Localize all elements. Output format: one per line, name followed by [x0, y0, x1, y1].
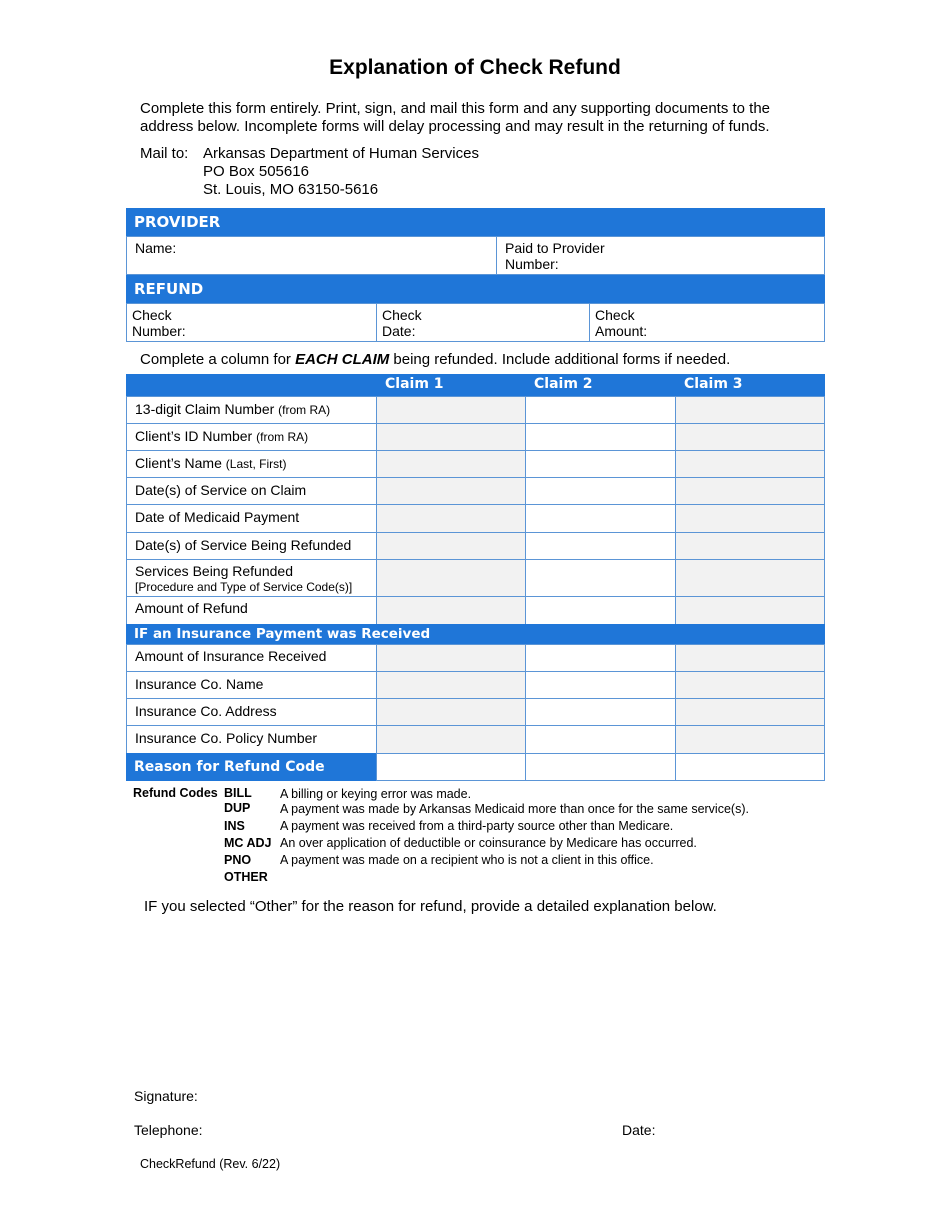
check-amount-label-line1: Check — [595, 307, 635, 323]
services-refunded-label: Services Being Refunded — [135, 563, 293, 579]
check-number-label-line2: Number: — [132, 323, 186, 339]
client-name-note: (Last, First) — [225, 457, 287, 471]
claim-row-label — [126, 450, 377, 478]
claim-3-medicaid-payment-date[interactable] — [675, 504, 825, 533]
insurance-header-text: IF an Insurance Payment was Received — [134, 626, 431, 642]
claim-row-label — [126, 396, 377, 424]
claim-2-heading: Claim 2 — [534, 376, 593, 392]
form-title: Explanation of Check Refund — [329, 56, 621, 79]
insurance-amount-label: Amount of Insurance Received — [135, 648, 327, 664]
code-other: OTHER — [224, 870, 268, 884]
refund-amount-label: Amount of Refund — [135, 600, 248, 616]
claim-2-services-refunded[interactable] — [525, 559, 676, 597]
claim-2-insurance-name[interactable] — [525, 671, 676, 699]
code-dup-desc: A payment was made by Arkansas Medicaid more than once for the same service(s). — [280, 802, 749, 816]
insurance-policy-label: Insurance Co. Policy Number — [135, 730, 318, 746]
mail-line-org: Arkansas Department of Human Services — [203, 145, 479, 162]
provider-name-label: Name: — [135, 240, 177, 256]
claim-instruction — [140, 351, 730, 368]
claims-column-header — [126, 374, 825, 396]
check-number-label-line1: Check — [132, 307, 172, 323]
provider-number-label — [505, 240, 605, 272]
insurance-name-label: Insurance Co. Name — [135, 676, 264, 692]
claim-1-reason-code[interactable] — [376, 753, 526, 781]
check-date-field[interactable] — [376, 303, 590, 342]
refund-codes-label: Refund Codes — [133, 786, 218, 800]
claim-2-medicaid-payment-date[interactable] — [525, 504, 676, 533]
claim-2-insurance-address[interactable] — [525, 698, 676, 726]
client-id-note: (from RA) — [256, 430, 309, 444]
mail-line-city: St. Louis, MO 63150-5616 — [203, 181, 379, 198]
claim-1-medicaid-payment-date[interactable] — [376, 504, 526, 533]
date-field[interactable] — [662, 1116, 822, 1140]
form-revision: CheckRefund (Rev. 6/22) — [140, 1157, 281, 1171]
claim-1-service-dates[interactable] — [376, 477, 526, 505]
claim-row-label — [126, 559, 377, 597]
claim-1-heading: Claim 1 — [385, 376, 444, 392]
provider-number-label-line1: Paid to Provider — [505, 240, 605, 256]
claim-1-client-name[interactable] — [376, 450, 526, 478]
mail-address — [203, 145, 479, 199]
explanation-area[interactable] — [126, 924, 825, 1074]
claim-row-label — [126, 504, 377, 533]
provider-header-text: PROVIDER — [134, 213, 221, 231]
check-amount-label-line2: Amount: — [595, 323, 648, 339]
claim-instruction-pre: Complete a column for — [140, 351, 296, 368]
code-ins: INS — [224, 819, 245, 833]
claim-1-refund-amount[interactable] — [376, 596, 526, 625]
date-label: Date: — [622, 1122, 656, 1138]
insurance-row-label — [126, 698, 377, 726]
claim-1-insurance-policy[interactable] — [376, 725, 526, 754]
claim-2-insurance-amount[interactable] — [525, 644, 676, 672]
mail-line-box: PO Box 505616 — [203, 163, 309, 180]
claim-3-service-dates[interactable] — [675, 477, 825, 505]
intro-line-2: address below. Incomplete forms will delay processing and may result in the returning of funds. — [140, 118, 770, 135]
check-number-label — [132, 307, 186, 339]
claim-3-services-refunded[interactable] — [675, 559, 825, 597]
check-date-label-line2: Date: — [382, 323, 416, 339]
other-instruction: IF you selected “Other” for the reason for refund, provide a detailed explanation below. — [144, 898, 717, 915]
insurance-row-label — [126, 644, 377, 672]
code-bill: BILL — [224, 786, 252, 800]
services-refunded-note: [Procedure and Type of Service Code(s)] — [135, 580, 353, 594]
claim-3-insurance-amount[interactable] — [675, 644, 825, 672]
code-pno: PNO — [224, 853, 252, 867]
claim-instruction-post: being refunded. Include additional forms if needed. — [389, 351, 731, 368]
claim-1-insurance-name[interactable] — [376, 671, 526, 699]
claim-number-note: (from RA) — [278, 403, 331, 417]
claim-3-insurance-policy[interactable] — [675, 725, 825, 754]
insurance-row-label — [126, 725, 377, 754]
intro-text — [140, 100, 830, 136]
mail-to-label: Mail to: — [140, 145, 189, 162]
claim-3-insurance-address[interactable] — [675, 698, 825, 726]
check-amount-field[interactable] — [589, 303, 825, 342]
claim-instruction-emphasis: EACH CLAIM — [295, 351, 390, 368]
code-dup: DUP — [224, 801, 251, 815]
check-amount-label — [595, 307, 647, 339]
check-number-field[interactable] — [126, 303, 377, 342]
code-mc-adj-desc: An over application of deductible or coinsurance by Medicare has occurred. — [280, 836, 697, 850]
code-pno-desc: A payment was made on a recipient who is not a client in this office. — [280, 853, 654, 867]
claim-3-insurance-name[interactable] — [675, 671, 825, 699]
telephone-label: Telephone: — [134, 1122, 203, 1138]
refunded-service-dates-label: Date(s) of Service Being Refunded — [135, 537, 352, 553]
claim-3-refund-amount[interactable] — [675, 596, 825, 625]
claim-3-client-name[interactable] — [675, 450, 825, 478]
reason-code-header-text: Reason for Refund Code — [134, 759, 325, 775]
claim-3-claim-number[interactable] — [675, 396, 825, 424]
claim-1-services-refunded[interactable] — [376, 559, 526, 597]
insurance-row-label — [126, 671, 377, 699]
claim-2-claim-number[interactable] — [525, 396, 676, 424]
check-date-label — [382, 307, 422, 339]
claim-2-refund-amount[interactable] — [525, 596, 676, 625]
code-mc-adj: MC ADJ — [224, 836, 272, 850]
signature-label: Signature: — [134, 1088, 198, 1104]
claim-2-client-name[interactable] — [525, 450, 676, 478]
client-id-label: Client’s ID Number — [135, 428, 253, 444]
insurance-address-label: Insurance Co. Address — [135, 703, 277, 719]
code-bill-desc: A billing or keying error was made. — [280, 787, 472, 801]
refund-header — [126, 275, 825, 304]
reason-code-header — [126, 753, 377, 781]
refund-header-text: REFUND — [134, 280, 204, 298]
claim-row-label — [126, 477, 377, 505]
provider-header — [126, 208, 825, 237]
signature-field[interactable] — [210, 1082, 810, 1106]
check-date-label-line1: Check — [382, 307, 422, 323]
service-dates-claim-label: Date(s) of Service on Claim — [135, 482, 307, 498]
claim-2-insurance-policy[interactable] — [525, 725, 676, 754]
claim-2-refunded-service-dates[interactable] — [525, 532, 676, 560]
claim-row-label — [126, 532, 377, 560]
claim-1-claim-number[interactable] — [376, 396, 526, 424]
claim-1-refunded-service-dates[interactable] — [376, 532, 526, 560]
insurance-header — [126, 624, 825, 645]
provider-name-field[interactable] — [126, 236, 497, 275]
provider-number-label-line2: Number: — [505, 256, 559, 272]
claim-1-client-id[interactable] — [376, 423, 526, 451]
claim-1-insurance-address[interactable] — [376, 698, 526, 726]
intro-line-1: Complete this form entirely. Print, sign, and mail this form and any supporting documents to the — [140, 100, 771, 117]
client-name-label: Client’s Name — [135, 455, 222, 471]
claim-row-label — [126, 423, 377, 451]
claim-3-refunded-service-dates[interactable] — [675, 532, 825, 560]
code-ins-desc: A payment was received from a third-party source other than Medicare. — [280, 819, 674, 833]
claim-number-label: 13-digit Claim Number — [135, 401, 275, 417]
claim-1-insurance-amount[interactable] — [376, 644, 526, 672]
claim-3-heading: Claim 3 — [684, 376, 743, 392]
claim-2-client-id[interactable] — [525, 423, 676, 451]
telephone-field[interactable] — [212, 1116, 602, 1140]
medicaid-payment-date-label: Date of Medicaid Payment — [135, 509, 300, 525]
claim-2-service-dates[interactable] — [525, 477, 676, 505]
provider-number-field[interactable] — [496, 236, 825, 275]
claim-3-reason-code[interactable] — [675, 753, 825, 781]
claim-2-reason-code[interactable] — [525, 753, 676, 781]
claim-row-label — [126, 596, 377, 625]
claim-3-client-id[interactable] — [675, 423, 825, 451]
